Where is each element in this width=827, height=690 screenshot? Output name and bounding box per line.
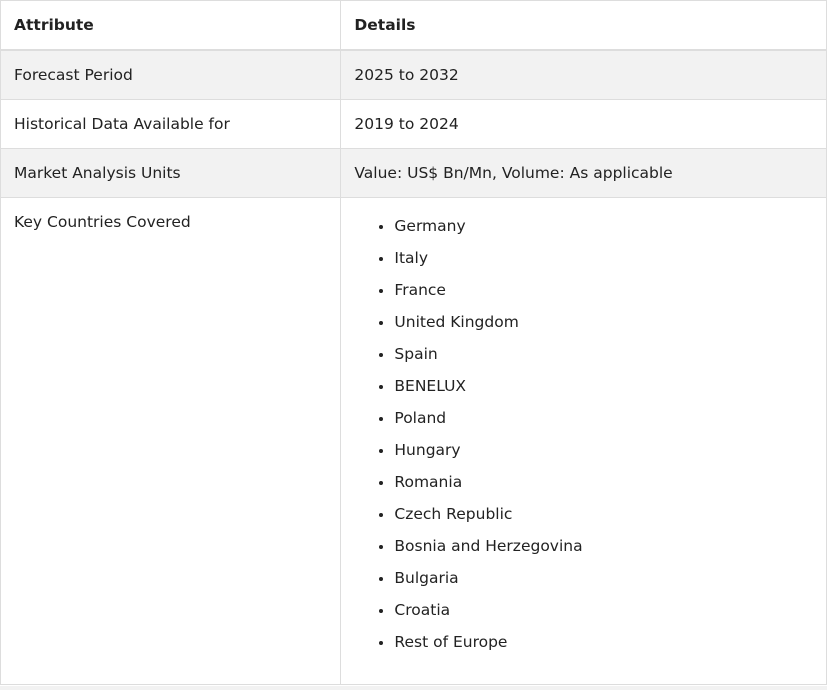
list-item: • Germany — [394, 212, 814, 244]
country-list — [354, 212, 814, 660]
list-item: • Spain — [394, 340, 814, 372]
list-item: • United Kingdom — [394, 308, 814, 340]
attribute-cell: Historical Data Available for — [1, 100, 341, 149]
table-bottom-divider — [0, 686, 827, 690]
list-item: • Romania — [394, 468, 814, 500]
table-row-key-countries — [1, 198, 827, 685]
list-item: • France — [394, 276, 814, 308]
list-item: • Rest of Europe — [394, 628, 814, 660]
attribute-cell: Market Analysis Units — [1, 149, 341, 198]
list-item: • Italy — [394, 244, 814, 276]
list-item: • BENELUX — [394, 372, 814, 404]
details-cell: 2025 to 2032 — [341, 50, 827, 100]
details-cell — [341, 198, 827, 685]
attribute-cell: Forecast Period — [1, 50, 341, 100]
list-item: • Bulgaria — [394, 564, 814, 596]
attribute-cell: Key Countries Covered — [1, 198, 341, 685]
table-row-historical-data — [1, 100, 827, 149]
header-details: Details — [341, 1, 827, 51]
list-item: • Poland — [394, 404, 814, 436]
table-row-market-analysis-units — [1, 149, 827, 198]
list-item: • Bosnia and Herzegovina — [394, 532, 814, 564]
details-cell: Value: US$ Bn/Mn, Volume: As applicable — [341, 149, 827, 198]
table-header-row — [1, 1, 827, 51]
list-item: • Hungary — [394, 436, 814, 468]
details-cell: 2019 to 2024 — [341, 100, 827, 149]
list-item: • Croatia — [394, 596, 814, 628]
table-row-forecast-period — [1, 50, 827, 100]
header-attribute: Attribute — [1, 1, 341, 51]
list-item: • Czech Republic — [394, 500, 814, 532]
